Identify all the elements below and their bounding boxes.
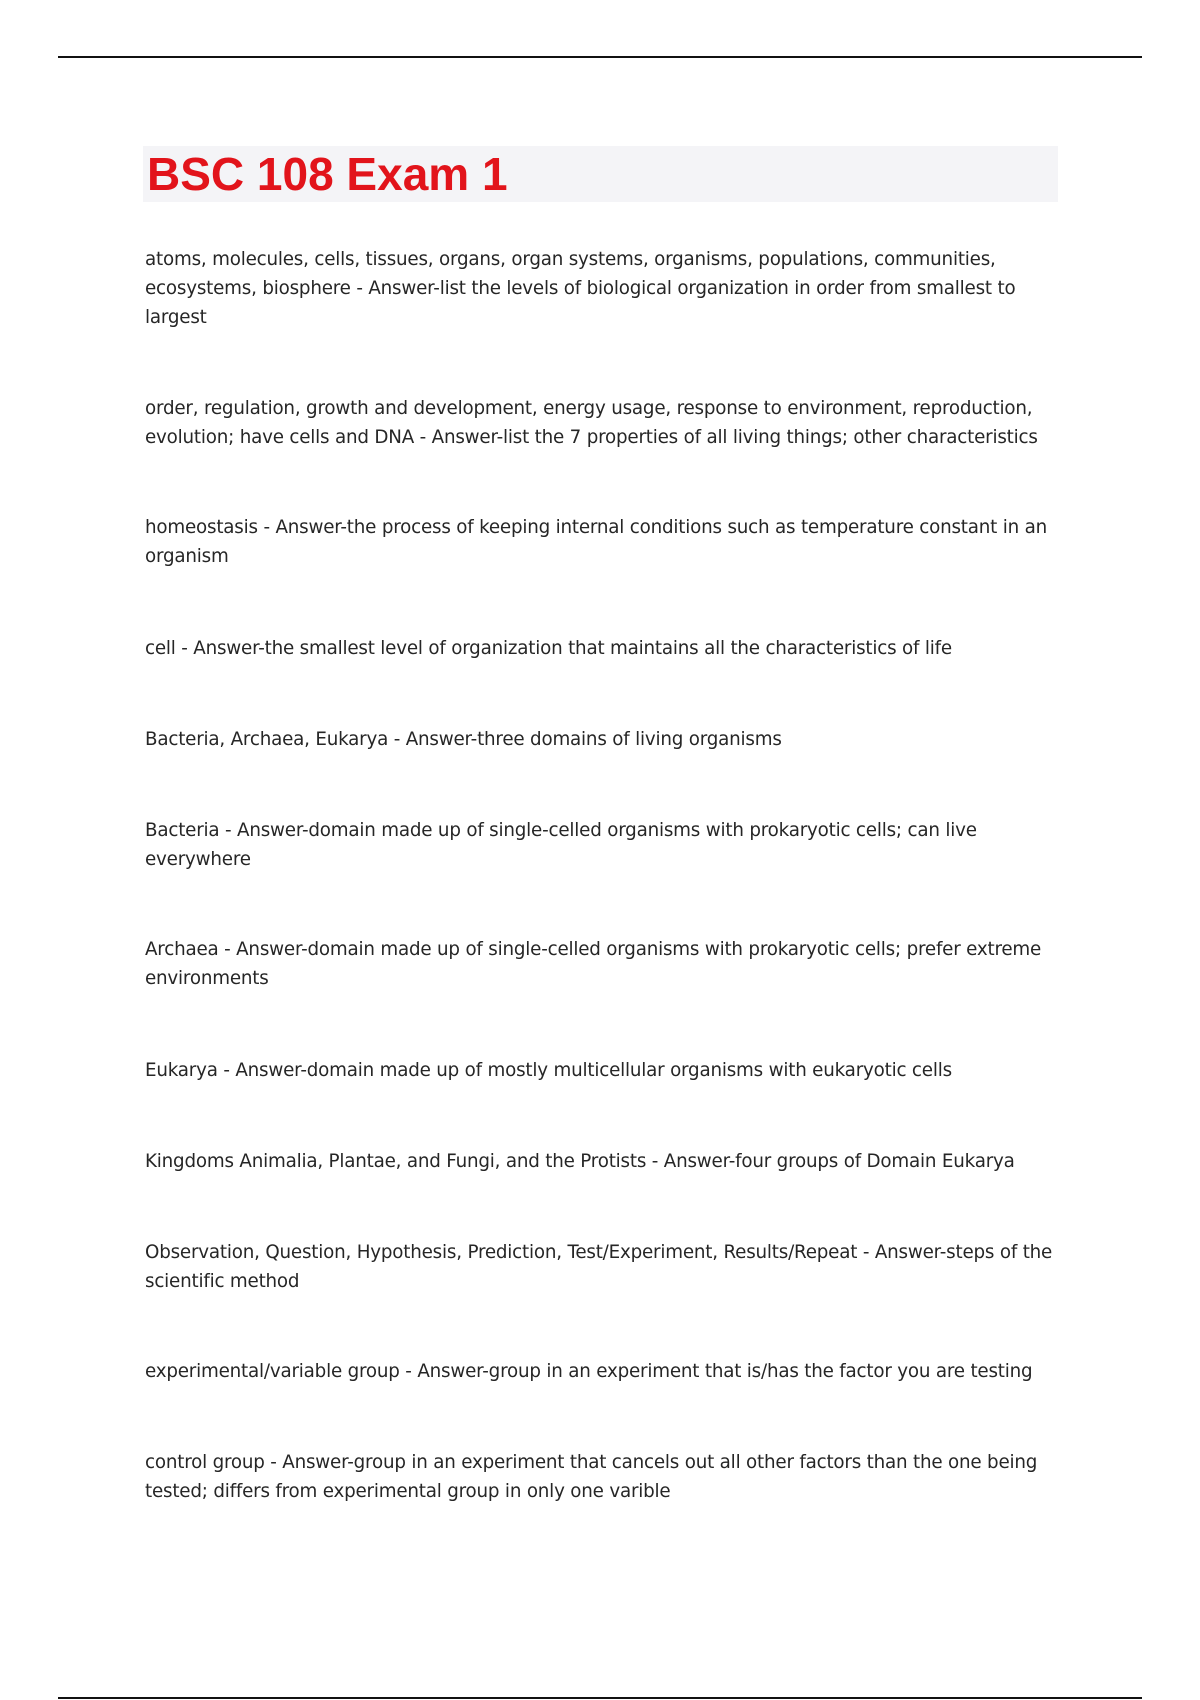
flashcard-levels-of-organization: atoms, molecules, cells, tissues, organs, organ systems, organisms, populations, communities, ecosystems, biosphere - Answer-list the levels of biological organization in order from smallest to largest: [145, 249, 1016, 328]
flashcard-experimental-group: experimental/variable group - Answer-group in an experiment that is/has the factor you are testing: [145, 1361, 1033, 1382]
bottom-rule: [58, 1697, 1142, 1699]
flashcard-eukarya: Eukarya - Answer-domain made up of mostly multicellular organisms with eukaryotic cells: [145, 1060, 952, 1081]
flashcard-three-domains: Bacteria, Archaea, Eukarya - Answer-three domains of living organisms: [145, 729, 782, 750]
flashcard-bacteria: Bacteria - Answer-domain made up of single-celled organisms with prokaryotic cells; can live everywhere: [145, 820, 977, 870]
flashcard-archaea: Archaea - Answer-domain made up of single-celled organisms with prokaryotic cells; prefer extreme environments: [145, 939, 1042, 989]
flashcard-scientific-method: Observation, Question, Hypothesis, Prediction, Test/Experiment, Results/Repeat - Answer-steps of the scientific method: [145, 1242, 1053, 1292]
flashcard-homeostasis: homeostasis - Answer-the process of keeping internal conditions such as temperature constant in an organism: [145, 517, 1048, 567]
top-rule: [58, 56, 1142, 58]
flashcard-control-group: control group - Answer-group in an experiment that cancels out all other factors than the one being tested; differs from experimental group in only one varible: [145, 1452, 1038, 1502]
flashcard-eukarya-groups: Kingdoms Animalia, Plantae, and Fungi, and the Protists - Answer-four groups of Domain Eukarya: [145, 1151, 1015, 1172]
flashcard-cell: cell - Answer-the smallest level of organization that maintains all the characteristics of life: [145, 638, 952, 659]
flashcard-properties-of-life: order, regulation, growth and development, energy usage, response to environment, reproduction, evolution; have cells and DNA - Answer-list the 7 properties of all living things; other characteristics: [145, 398, 1038, 448]
document-title: BSC 108 Exam 1: [147, 148, 508, 200]
